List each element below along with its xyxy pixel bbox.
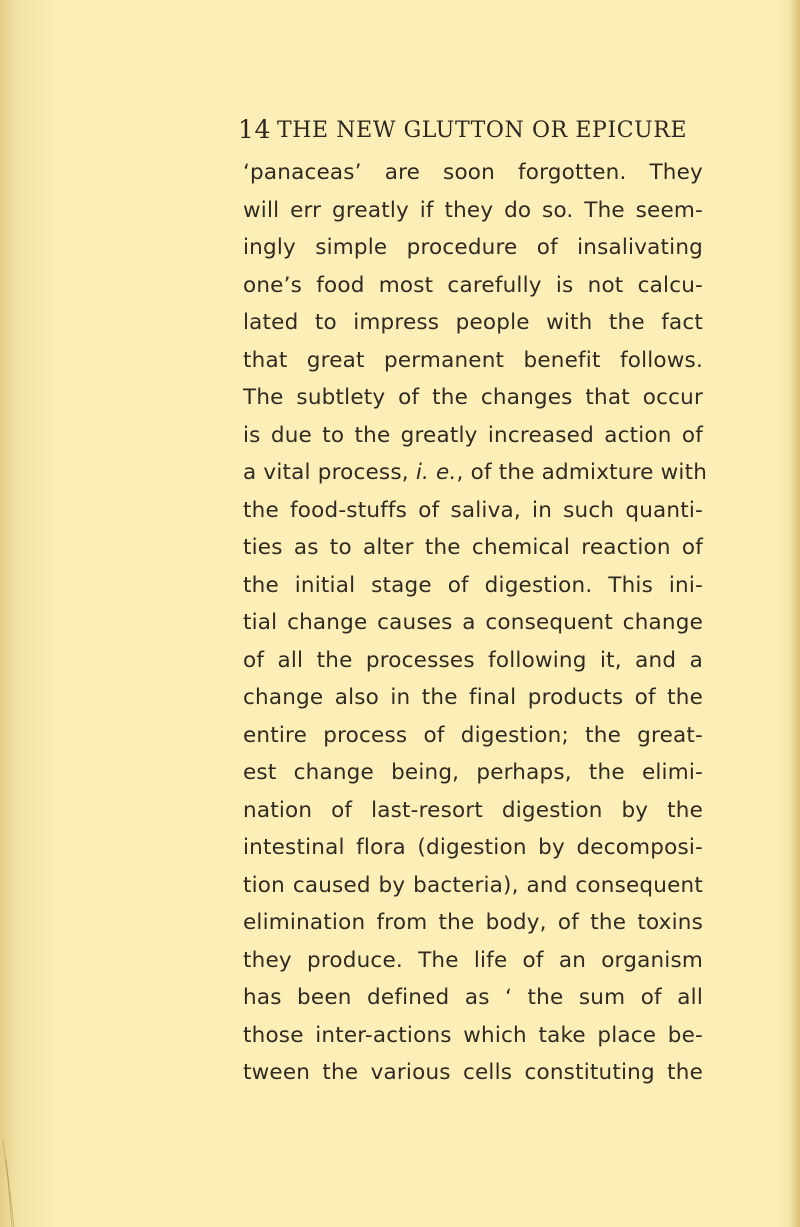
text-line: nation of last-resort digestion by the [243, 797, 703, 823]
text-line: tween the various cells constituting the [243, 1060, 703, 1085]
text-line: of all the processes following it, and a [243, 647, 703, 673]
text-line: one’s food most carefully is not calcu- [243, 272, 703, 298]
text-line: that great permanent benefit follows. [243, 347, 703, 373]
running-head: THE NEW GLUTTON OR EPICURE [277, 118, 688, 143]
text-line: change also in the final products of the [243, 685, 703, 710]
text-line: elimination from the body, of the toxins [243, 910, 703, 935]
text-line: ‘panaceas’ are soon forgotten. They [243, 160, 703, 185]
text-line: they produce. The life of an organism [243, 947, 703, 973]
text-line: will err greatly if they do so. The seem- [243, 197, 703, 223]
text-line: lated to impress people with the fact [243, 310, 703, 335]
page-header [238, 115, 688, 150]
text-line: the initial stage of digestion. This ini- [243, 572, 703, 598]
italic-abbreviation: i. e. [415, 460, 457, 485]
text-line: those inter-actions which take place be- [243, 1022, 703, 1048]
text-line: ingly simple procedure of insalivating [243, 235, 703, 260]
text-line: tion caused by bacteria), and consequent [243, 872, 703, 898]
paper-specks [0, 1140, 30, 1227]
text-line: entire process of digestion; the great- [243, 722, 703, 748]
text-line: a vital process, i. e., of the admixture with [243, 460, 708, 485]
text-line: est change being, perhaps, the elimi- [243, 760, 703, 785]
text-line: tial change causes a consequent change [243, 610, 703, 635]
text-line: intestinal flora (digestion by decomposi- [243, 835, 703, 860]
body-text [243, 154, 708, 1092]
text-line: ties as to alter the chemical reaction of [243, 535, 703, 560]
text-line: has been defined as ‘ the sum of all [243, 985, 703, 1010]
page-gutter-shadow [0, 0, 14, 1227]
text-line: is due to the greatly increased action of [243, 422, 703, 448]
page-edge-shadow [790, 0, 800, 1227]
text-line: the food-stuffs of saliva, in such quanti- [243, 497, 703, 523]
text-line: The subtlety of the changes that occur [243, 385, 703, 410]
page-number: 14 [238, 115, 272, 144]
